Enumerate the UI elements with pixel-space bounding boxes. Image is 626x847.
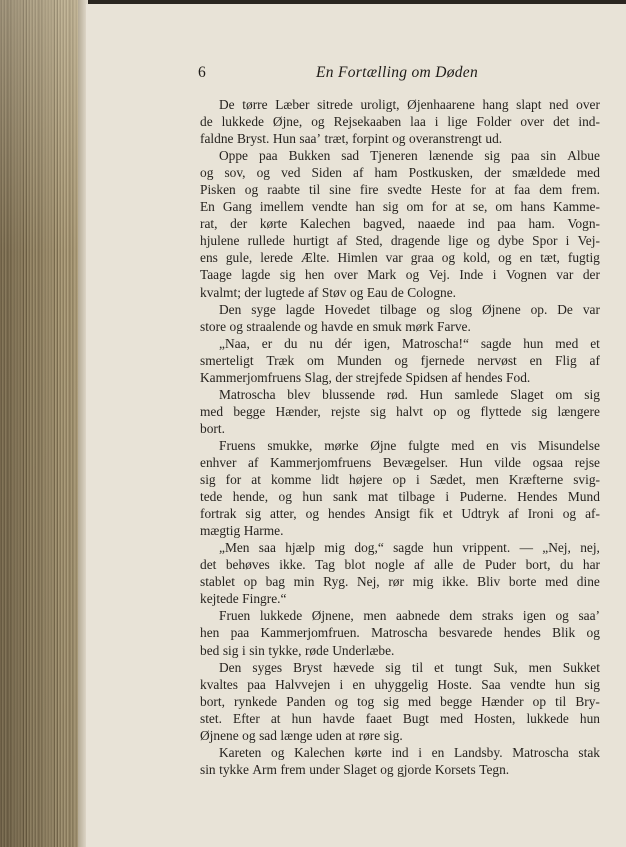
text-line: faldne Bryst. Hun saa’ træt, forpint og overanstrengt ud. [200,131,503,147]
text-line: enhver af Kammerjomfruens Bevægelser. Hun vilde ogsaa rejse [200,454,600,470]
text-line: bed sig i sin tykke, røde Underlæbe. [200,642,395,658]
text-line: „Men saa hjælp mig dog,“ sagde hun vrippent. — „Nej, nej, [219,540,600,556]
paragraph [200,335,600,386]
text-line: og sov, og ved Siden af ham Postkusken, der smældede med [200,165,600,181]
text-line: kejtede Fingre.“ [200,591,287,607]
text-line: sig for at komme lidt højere op i Sædet, men Kræfterne svig- [200,472,600,488]
text-line: de lukkede Øjne, og Rejsekaaben laa i lige Folder over det ind- [200,114,600,130]
text-line: stet. Efter at hun havde faaet Bugt med Hosten, lukkede hun [200,710,600,726]
text-line: Matroscha blev blussende rød. Hun samlede Slaget om sig [219,386,600,402]
text-line: Den syge lagde Hovedet tilbage og slog Øjnene op. De var [219,301,600,317]
paragraph [200,437,600,539]
paragraph [200,659,600,744]
text-line: hjulene rullede hurtigt af Sted, dragende lige og dybe Spor i Vej- [200,233,600,249]
running-title: En Fortælling om Døden [316,64,479,81]
paragraph [200,744,600,778]
paragraph [200,147,600,300]
text-line: bort, rynkede Panden og tog sig med begge Hænder op til Bry- [200,693,600,709]
text-line: store og straalende og havde en smuk mørk Farve. [200,318,471,334]
text-line: Kareten og Kalechen kørte ind i en Landsby. Matroscha stak [219,744,600,760]
text-line: „Naa, er du nu dér igen, Matroscha!“ sagde hun med et [219,335,600,351]
text-line: det behøves ikke. Tag blot nogle af alle de Puder bort, du har [200,557,600,573]
text-line: kvaltes paa Halvvejen i en uhyggelig Hoste. Saa vendte hun sig [200,676,600,692]
text-line: smerteligt Træk om Munden og fjernede nervøst en Flig af [200,352,600,368]
text-line: med begge Hænder, rejste sig halvt op og flyttede sig længere [200,403,600,419]
text-line: Fruens smukke, mørke Øjne fulgte med en vis Misundelse [219,437,600,453]
paragraph [200,539,600,607]
text-line: ens gule, lerede Ælte. Himlen var graa og kold, og en tæt, fugtig [200,250,600,266]
text-line: En Gang imellem vendte han sig om for at se, om hans Kamme- [200,199,600,215]
text-line: Oppe paa Bukken sad Tjeneren lænende sig paa sin Albue [219,148,600,164]
text-line: De tørre Læber sitrede uroligt, Øjenhaarene hang slapt ned over [219,97,600,112]
text-line: hen paa Kammerjomfruen. Matroscha besvarede hendes Blik og [200,625,600,641]
text-line: Den syges Bryst hævede sig til et tungt Suk, men Sukket [219,659,600,675]
paragraph [200,607,600,658]
text-line: sin tykke Arm frem under Slaget og gjorde Korsets Tegn. [200,761,510,777]
text-line: tede hende, og hun sank mat tilbage i Puderne. Hendes Mund [200,489,600,505]
paragraph [200,301,600,335]
text-line: Fruen lukkede Øjnene, men aabnede dem straks igen og saa’ [219,608,600,624]
text-line: rat, der kørte Kalechen bagved, naaede ind paa ham. Vogn- [200,216,600,232]
paragraph [200,386,600,437]
text-line: kvalmt; der lugtede af Støv og Eau de Cologne. [200,284,457,300]
page-number: 6 [198,64,206,81]
text-block [200,96,600,778]
text-line: fortrak sig atter, og hendes Ansigt fik et Udtryk af Ironi og af- [200,506,600,522]
text-line: Pisken og raabte til sine fire svedte Heste for at faa dem frem. [200,182,600,198]
text-line: Øjnene og sad længe uden at røre sig. [200,727,403,743]
text-line: Taage lagde sig hen over Mark og Vej. Inde i Vognen var der [200,267,600,283]
text-line: Kammerjomfruens Slag, der strejfede Spidsen af hendes Fod. [200,369,531,385]
paragraph [200,96,600,147]
text-line: stablet op bag min Ryg. Nej, rør mig ikke. Bliv borte med dine [200,574,600,590]
page-edges [0,0,84,847]
text-line: bort. [200,420,225,436]
text-line: mægtig Harme. [200,523,284,539]
page-header [198,64,588,84]
